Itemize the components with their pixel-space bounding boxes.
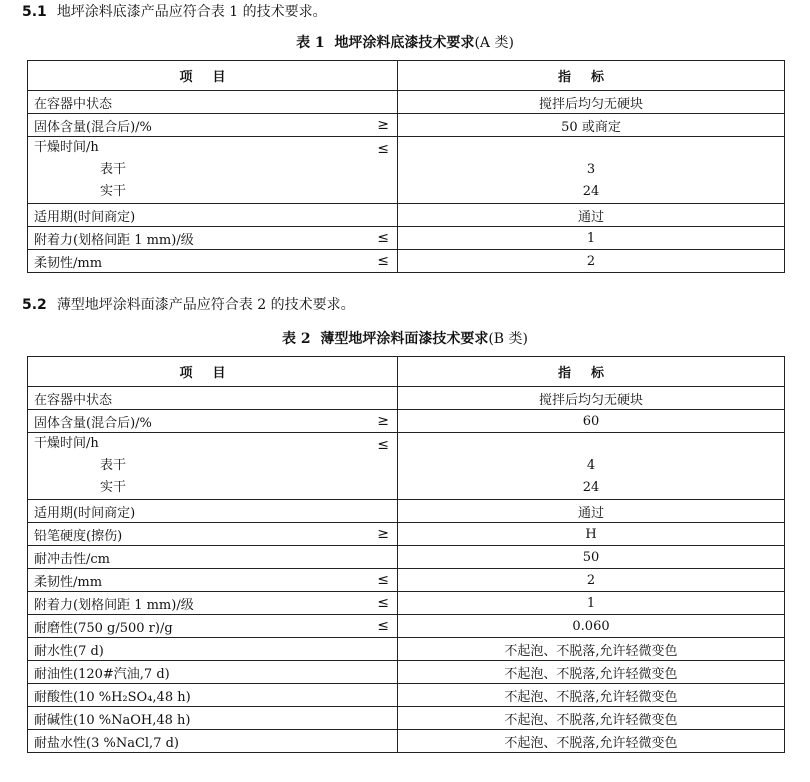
row-subitem: 表干 (100, 162, 127, 177)
table-row (28, 638, 785, 661)
table-row (28, 114, 785, 137)
table1-caption (0, 34, 810, 52)
row-value: 通过 (398, 204, 785, 227)
row-subitem: 表干 (100, 458, 127, 473)
row-operator: ≤ (377, 253, 389, 269)
row-item: 耐酸性(10 %H₂SO₄,48 h) (28, 684, 398, 707)
row-item: 附着力(划格间距 1 mm)/级 ≤ (28, 227, 398, 250)
header-item: 项目 (28, 357, 398, 387)
section-number: 5.1 (22, 4, 47, 20)
caption-prefix: 表 2 (281, 331, 311, 347)
row-value: 4 24 (398, 433, 785, 500)
row-item: 附着力(划格间距 1 mm)/级 ≤ (28, 592, 398, 615)
row-item: 耐油性(120#汽油,7 d) (28, 661, 398, 684)
row-value: 0.060 (398, 615, 785, 638)
row-value: 不起泡、不脱落,允许轻微变色 (398, 684, 785, 707)
row-operator: ≤ (377, 572, 389, 588)
table-row (28, 707, 785, 730)
row-item: 耐盐水性(3 %NaCl,7 d) (28, 730, 398, 753)
caption-title: 地坪涂料底漆技术要求 (334, 35, 475, 51)
row-value: H (398, 523, 785, 546)
row-item: 在容器中状态 (28, 387, 398, 410)
row-value: 50 或商定 (398, 114, 785, 137)
table-row (28, 546, 785, 569)
table-row (28, 433, 785, 500)
row-value: 60 (398, 410, 785, 433)
row-value: 不起泡、不脱落,允许轻微变色 (398, 707, 785, 730)
row-value: 2 (398, 250, 785, 273)
row-item: 柔韧性/mm ≤ (28, 250, 398, 273)
table-row (28, 661, 785, 684)
row-operator: ≤ (377, 141, 389, 157)
table-row (28, 523, 785, 546)
row-item: 耐水性(7 d) (28, 638, 398, 661)
section-text: 地坪涂料底漆产品应符合表 1 的技术要求。 (56, 4, 327, 20)
row-value: 不起泡、不脱落,允许轻微变色 (398, 730, 785, 753)
section-number: 5.2 (22, 297, 47, 313)
row-operator: ≥ (377, 117, 389, 133)
row-operator: ≤ (377, 618, 389, 634)
table-row (28, 250, 785, 273)
row-subitem: 实干 (100, 480, 127, 495)
row-value: 50 (398, 546, 785, 569)
table-row (28, 387, 785, 410)
row-operator: ≤ (377, 437, 389, 453)
table-row (28, 91, 785, 114)
row-operator: ≥ (377, 526, 389, 542)
table-row (28, 204, 785, 227)
section-text: 薄型地坪涂料面漆产品应符合表 2 的技术要求。 (56, 297, 355, 313)
row-item: 固体含量(混合后)/% ≥ (28, 410, 398, 433)
row-value: 1 (398, 592, 785, 615)
row-value: 2 (398, 569, 785, 592)
table-row (28, 569, 785, 592)
table-row (28, 500, 785, 523)
caption-suffix: (B 类) (488, 331, 529, 347)
caption-suffix: (A 类) (474, 35, 514, 51)
row-value: 不起泡、不脱落,允许轻微变色 (398, 638, 785, 661)
caption-prefix: 表 1 (296, 35, 325, 51)
row-item: 适用期(时间商定) (28, 500, 398, 523)
table-row (28, 592, 785, 615)
row-value: 搅拌后均匀无硬块 (398, 387, 785, 410)
table-row (28, 684, 785, 707)
row-item: 在容器中状态 (28, 91, 398, 114)
section-5-2 (22, 296, 355, 314)
row-operator: ≥ (377, 413, 389, 429)
row-operator: ≤ (377, 595, 389, 611)
row-value: 搅拌后均匀无硬块 (398, 91, 785, 114)
row-item: 铅笔硬度(擦伤) ≥ (28, 523, 398, 546)
table-row (28, 730, 785, 753)
header-value: 指标 (398, 61, 785, 91)
row-subitem: 实干 (100, 184, 127, 199)
table2-caption (0, 330, 810, 348)
table-row (28, 410, 785, 433)
row-item: 耐冲击性/cm (28, 546, 398, 569)
table-header-row (28, 357, 785, 387)
row-value: 3 24 (398, 137, 785, 204)
row-value: 1 (398, 227, 785, 250)
table1 (27, 60, 785, 273)
row-value: 通过 (398, 500, 785, 523)
table2 (27, 356, 785, 753)
header-item: 项目 (28, 61, 398, 91)
row-item: 干燥时间/h 表干 实干 ≤ (28, 433, 398, 500)
section-5-1 (22, 3, 327, 21)
row-item: 适用期(时间商定) (28, 204, 398, 227)
row-operator: ≤ (377, 230, 389, 246)
row-item: 耐碱性(10 %NaOH,48 h) (28, 707, 398, 730)
row-item: 干燥时间/h 表干 实干 ≤ (28, 137, 398, 204)
table-row (28, 615, 785, 638)
table-row (28, 227, 785, 250)
table-row (28, 137, 785, 204)
table-header-row (28, 61, 785, 91)
header-value: 指标 (398, 357, 785, 387)
row-item: 耐磨性(750 g/500 r)/g ≤ (28, 615, 398, 638)
caption-title: 薄型地坪涂料面漆技术要求 (320, 331, 489, 347)
row-value: 不起泡、不脱落,允许轻微变色 (398, 661, 785, 684)
row-item: 固体含量(混合后)/% ≥ (28, 114, 398, 137)
row-item: 柔韧性/mm ≤ (28, 569, 398, 592)
